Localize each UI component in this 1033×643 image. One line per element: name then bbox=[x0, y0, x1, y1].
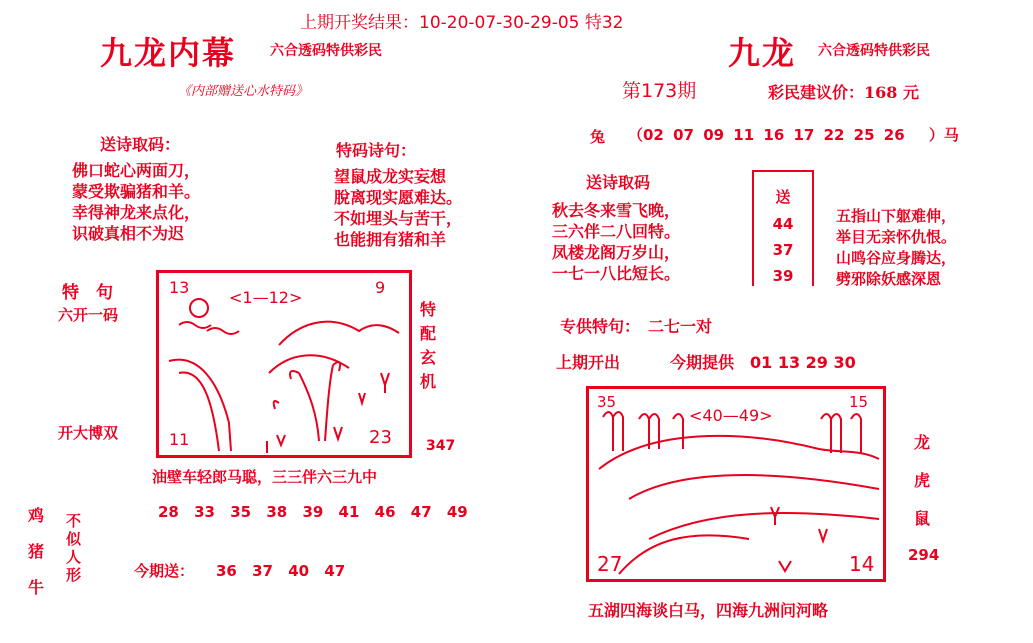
inner-note: 《内部赠送心水特码》 bbox=[178, 84, 309, 99]
te-ju-label: 特 句 bbox=[62, 283, 113, 303]
box-number: 44 bbox=[772, 215, 794, 233]
liu-kai-label: 六开一码 bbox=[58, 306, 119, 324]
box-number: 39 bbox=[772, 267, 794, 285]
num-294: 294 bbox=[908, 546, 940, 564]
poem-line: 脫离现实愿难达。 bbox=[334, 188, 463, 207]
poem-line: 识破真相不为迟 bbox=[72, 224, 185, 243]
animal-char: 鸡 bbox=[28, 506, 45, 525]
vertical-char: 鼠 bbox=[914, 509, 931, 528]
today-numbers bbox=[216, 562, 355, 580]
number: 39 bbox=[302, 503, 324, 521]
poem-line: 劈邪除妖感深恩 bbox=[836, 270, 942, 288]
sketch-range: <1—12> bbox=[229, 288, 303, 307]
number: 28 bbox=[158, 503, 179, 521]
right-subtitle: 六合透码特供彩民 bbox=[818, 43, 930, 59]
sketch-number: 15 bbox=[849, 393, 869, 411]
left-poem1-title: 送诗取码： bbox=[100, 135, 181, 154]
poem-line: 五指山下躯难伸， bbox=[836, 207, 957, 225]
left-sketch-frame bbox=[156, 270, 412, 458]
vertical-char: 虎 bbox=[914, 471, 931, 490]
vertical-char: 龙 bbox=[914, 433, 931, 452]
right-footer-verse: 五湖四海谈白马，四海九洲问河略 bbox=[588, 601, 829, 620]
issue-number: 第173期 bbox=[622, 80, 697, 102]
sketch-number: 11 bbox=[169, 430, 190, 449]
sketch-number: 14 bbox=[849, 552, 875, 576]
left-title: 九龙内幕 bbox=[100, 34, 237, 72]
poem-line: 山鸣谷应身腾达， bbox=[836, 249, 957, 267]
poem-line: 凤楼龙阁万岁山， bbox=[552, 243, 681, 262]
left-number-row bbox=[158, 503, 478, 521]
left-sketch-drawing bbox=[159, 273, 409, 455]
price: 彩民建议价：168 元 bbox=[768, 83, 919, 102]
not-like-vertical bbox=[66, 512, 81, 584]
sketch-lines bbox=[169, 299, 399, 453]
sketch-number: 35 bbox=[597, 393, 617, 411]
sketch-number: 27 bbox=[597, 552, 623, 576]
vertical-char: 形 bbox=[66, 566, 82, 584]
vertical-char: 配 bbox=[420, 324, 437, 343]
left-poem2-title: 特码诗句： bbox=[336, 141, 417, 160]
sketch-lines bbox=[599, 412, 879, 574]
number: 46 bbox=[374, 503, 396, 521]
range-left-animal: 兔 bbox=[590, 128, 606, 146]
sketch-number: 23 bbox=[369, 427, 392, 448]
number: 41 bbox=[338, 503, 360, 521]
sketch-number: 9 bbox=[375, 278, 386, 297]
vertical-char: 人 bbox=[66, 548, 82, 566]
vertical-char: 不 bbox=[66, 512, 82, 530]
last-result-line: 上期开奖结果：10-20-07-30-29-05 特32 bbox=[300, 13, 624, 33]
right-side-vertical bbox=[914, 424, 930, 538]
left-poem1 bbox=[72, 160, 200, 244]
left-poem2 bbox=[334, 166, 462, 250]
poem-line: 蒙受欺骗猪和羊。 bbox=[72, 182, 201, 201]
sketch-range: <40—49> bbox=[689, 406, 773, 425]
number: 35 bbox=[230, 503, 252, 521]
box-title: 送 bbox=[775, 188, 791, 206]
right-poem bbox=[552, 200, 680, 284]
sketch-number: 13 bbox=[169, 278, 190, 297]
poem-line: 三六伴二八回特。 bbox=[552, 222, 681, 241]
animals-vertical bbox=[28, 498, 44, 606]
poem-line: 佛口蛇心两面刀， bbox=[72, 161, 201, 180]
number: 47 bbox=[324, 562, 346, 580]
kai-da-label: 开大博双 bbox=[58, 424, 119, 442]
number: 36 bbox=[216, 562, 237, 580]
poem-line: 也能拥有猪和羊 bbox=[334, 230, 447, 249]
number: 33 bbox=[194, 503, 215, 521]
number: 38 bbox=[266, 503, 288, 521]
right-title: 九龙 bbox=[728, 34, 797, 72]
poem-line: 举目无亲怀仇恨。 bbox=[836, 228, 957, 246]
vertical-char: 似 bbox=[66, 530, 82, 548]
last-out-label: 上期开出 bbox=[556, 353, 621, 372]
left-verse: 油壁车轻郎马聪，三三伴六三九中 bbox=[152, 468, 378, 486]
right-sketch-frame bbox=[586, 386, 886, 582]
number: 37 bbox=[252, 562, 273, 580]
animal-char: 牛 bbox=[28, 578, 45, 597]
right-sketch-drawing bbox=[589, 389, 883, 579]
poem-line: 一七一八比短长。 bbox=[552, 264, 681, 283]
box-number: 37 bbox=[772, 241, 794, 259]
number: 47 bbox=[410, 503, 432, 521]
left-side-vertical bbox=[420, 298, 436, 394]
poem-line: 秋去冬来雪飞晚， bbox=[552, 201, 681, 220]
today-provide: 今期提供 01 13 29 30 bbox=[670, 353, 856, 372]
number: 49 bbox=[446, 503, 468, 521]
send-numbers-box bbox=[752, 170, 814, 286]
poem-line: 不如埋头与苦干， bbox=[334, 209, 463, 228]
right-poem2 bbox=[836, 206, 956, 290]
poem-line: 望鼠成龙实妄想 bbox=[334, 167, 447, 186]
right-poem-title: 送诗取码 bbox=[586, 173, 651, 192]
animal-char: 猪 bbox=[28, 542, 45, 561]
poem-line: 幸得神龙来点化， bbox=[72, 203, 201, 222]
number: 40 bbox=[288, 562, 310, 580]
today-label: 今期送： bbox=[134, 562, 195, 580]
num-347: 347 bbox=[426, 438, 456, 454]
range-numbers: （02 07 09 11 16 17 22 25 26 ）马 bbox=[628, 126, 959, 144]
left-subtitle: 六合透码特供彩民 bbox=[270, 43, 382, 59]
vertical-char: 机 bbox=[420, 372, 437, 391]
special-verse: 专供特句： 二七一对 bbox=[560, 317, 713, 336]
vertical-char: 特 bbox=[420, 300, 437, 319]
vertical-char: 玄 bbox=[420, 348, 437, 367]
